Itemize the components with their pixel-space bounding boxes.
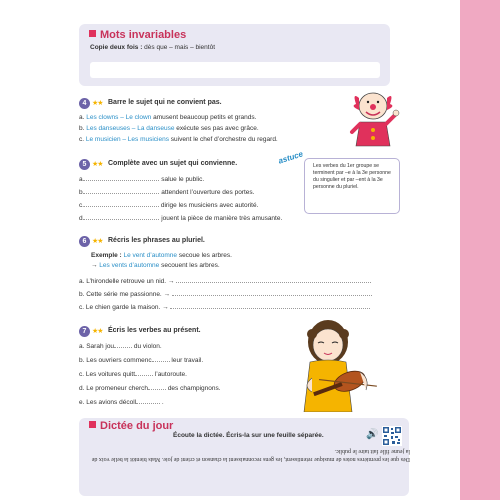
exercise-number-badge: 6 — [79, 236, 90, 247]
exercise-6-example: Exemple : Le vent d’automne secoue les arbres. — [91, 252, 232, 259]
answer-blank[interactable] — [136, 398, 160, 404]
answer-blank[interactable] — [135, 370, 153, 376]
answer-blank[interactable] — [176, 277, 371, 283]
exercise-7-line-e: e. Les avions décoll . — [79, 399, 164, 406]
exercise-7-line-a: a. Sarah jou du violon. — [79, 343, 162, 350]
exercise-7-line-d: d. Le promeneur cherch des champignons. — [79, 385, 221, 392]
exercise-5-line-b: b. attendent l’ouverture des portes. — [79, 189, 255, 196]
page-edge-band — [460, 0, 500, 500]
square-bullet-icon — [89, 30, 96, 37]
exercise-5-line-c: c. dirige les musiciens avec autorité. — [79, 202, 259, 209]
answer-blank[interactable] — [84, 188, 159, 194]
exercise-6-title: Récris les phrases au pluriel. — [108, 237, 205, 244]
difficulty-stars-icon: ★★ — [92, 100, 103, 107]
exercise-6-line-c: c. Le chien garde la maison. → — [79, 303, 370, 311]
exercise-6-line-b: b. Cette série me passionne. → — [79, 290, 372, 298]
answer-blank[interactable] — [148, 384, 166, 390]
astuce-label: astuce — [277, 149, 305, 166]
girl-violin-illustration — [282, 312, 378, 412]
dictee-text-upside-down: Dès que les premières notes de musique retentissent, les gens reconnaissent la chanson et crient de joie. Mais bientôt la belle voix de la jeune fille fait taire le public. — [91, 448, 410, 462]
clown-illustration — [346, 88, 400, 152]
exercise-5-line-a: a. salue le public. — [79, 176, 205, 183]
exercise-number-badge: 7 — [79, 326, 90, 337]
square-bullet-icon — [89, 421, 96, 428]
answer-blank[interactable] — [114, 342, 132, 348]
answer-blank[interactable] — [84, 201, 159, 207]
dictee-instruction: Écoute la dictée. Écris-la sur une feuille séparée. — [173, 432, 324, 439]
answer-blank[interactable] — [152, 356, 170, 362]
difficulty-stars-icon: ★★ — [92, 328, 103, 335]
exercise-7-title: Écris les verbes au présent. — [108, 327, 201, 334]
answer-blank[interactable] — [84, 175, 159, 181]
exercise-4-line-a: a. Les clowns – Le clown amusent beaucoup petits et grands. — [79, 114, 257, 121]
exercise-number-badge: 5 — [79, 159, 90, 170]
dictee-title: Dictée du jour — [89, 420, 173, 432]
exercise-6-example-answer: → Les vents d’automne secouent les arbres. — [91, 262, 220, 269]
exercise-number-badge: 4 — [79, 98, 90, 109]
astuce-text: Les verbes du 1er groupe se terminent par –e à la 3e personne du singulier et par –ent à la 3e personne du pluriel. — [313, 163, 391, 190]
answer-blank[interactable] — [84, 214, 159, 220]
answer-blank[interactable] — [172, 290, 372, 296]
qr-code-icon[interactable] — [382, 426, 402, 446]
answer-blank[interactable] — [170, 303, 370, 309]
exercise-7-line-c: c. Les voitures quitt l’autoroute. — [79, 371, 187, 378]
speaker-icon[interactable]: 🔊 — [366, 429, 379, 440]
exercise-4-title: Barre le sujet qui ne convient pas. — [108, 99, 222, 106]
exercise-4-line-c: c. Le musicien – Les musiciens suivent le chef d’orchestre du regard. — [79, 136, 278, 143]
difficulty-stars-icon: ★★ — [92, 161, 103, 168]
exercise-5-title: Complète avec un sujet qui convienne. — [108, 160, 238, 167]
mots-invariables-title: Mots invariables — [89, 29, 186, 41]
exercise-6-line-a: a. L’hirondelle retrouve un nid. → — [79, 277, 371, 285]
exercise-4-line-b: b. Les danseuses – La danseuse exécute ses pas avec grâce. — [79, 125, 259, 132]
copie-instruction: Copie deux fois : dès que – mais – bientôt — [90, 44, 216, 51]
exercise-7-line-b: b. Les ouvriers commenc leur travail. — [79, 357, 204, 364]
exercise-5-line-d: d. jouent la pièce de manière très amusante. — [79, 215, 283, 222]
copie-writing-area[interactable] — [90, 62, 380, 78]
difficulty-stars-icon: ★★ — [92, 238, 103, 245]
